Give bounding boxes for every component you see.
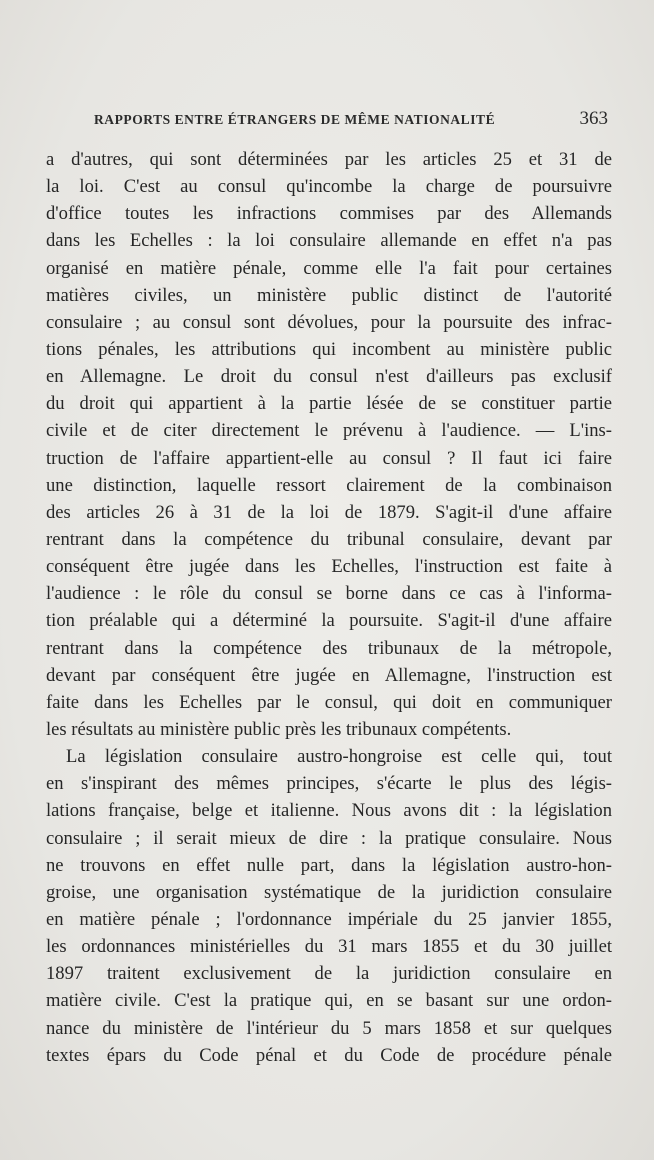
text-line: organisé en matière pénale, comme elle l'a fait pour certaines <box>46 257 612 279</box>
text-line: tions pénales, les attributions qui incombent au ministère public <box>46 338 612 360</box>
text-line: en Allemagne. Le droit du consul n'est d'ailleurs pas exclusif <box>46 366 612 388</box>
text-line: consulaire ; il serait mieux de dire : la pratique consulaire. Nous <box>46 827 612 849</box>
text-line: la loi. C'est au consul qu'incombe la charge de poursuivre <box>46 176 612 198</box>
text-line: civile et de citer directement le prévenu à l'audience. — L'ins- <box>46 420 612 442</box>
text-line: les résultats au ministère public près les tribunaux compétents. <box>46 718 512 740</box>
text-line: rentrant dans la compétence du tribunal consulaire, devant par <box>46 528 612 550</box>
text-line: les ordonnances ministérielles du 31 mars 1855 et du 30 juillet <box>46 936 612 958</box>
running-head <box>46 108 612 132</box>
page-number: 363 <box>579 108 608 129</box>
body-text <box>46 146 612 1069</box>
paragraph-2 <box>46 743 612 1069</box>
text-line: dans les Echelles : la loi consulaire allemande en effet n'a pas <box>46 230 612 252</box>
text-line: rentrant dans la compétence des tribunaux de la métropole, <box>46 637 612 659</box>
text-line: faite dans les Echelles par le consul, qui doit en communiquer <box>46 691 612 713</box>
text-line: l'audience : le rôle du consul se borne dans ce cas à l'informa- <box>46 583 612 605</box>
text-line: textes épars du Code pénal et du Code de procédure pénale <box>46 1044 612 1066</box>
text-line: en matière pénale ; l'ordonnance impériale du 25 janvier 1855, <box>46 908 612 930</box>
text-line: truction de l'affaire appartient-elle au consul ? Il faut ici faire <box>46 447 612 469</box>
text-line: conséquent être jugée dans les Echelles, l'instruction est faite à <box>46 556 612 578</box>
running-title: RAPPORTS ENTRE ÉTRANGERS DE MÊME NATIONALITÉ <box>94 112 496 127</box>
paragraph-1 <box>46 146 612 743</box>
text-line: matières civiles, un ministère public distinct de l'autorité <box>46 284 612 306</box>
text-line: consulaire ; au consul sont dévolues, pour la poursuite des infrac- <box>46 311 612 333</box>
text-line: La législation consulaire austro-hongroise est celle qui, tout <box>66 746 612 768</box>
text-line: devant par conséquent être jugée en Allemagne, l'instruction est <box>46 664 612 686</box>
text-line: 1897 traitent exclusivement de la juridiction consulaire en <box>46 963 612 985</box>
text-line: en s'inspirant des mêmes principes, s'écarte le plus des légis- <box>46 773 612 795</box>
text-line: ne trouvons en effet nulle part, dans la législation austro-hon- <box>46 854 612 876</box>
text-line: tion préalable qui a déterminé la poursuite. S'agit-il d'une affaire <box>46 610 612 632</box>
text-line: du droit qui appartient à la partie lésée de se constituer partie <box>46 393 612 415</box>
text-line: nance du ministère de l'intérieur du 5 mars 1858 et sur quelques <box>46 1017 612 1039</box>
text-line: matière civile. C'est la pratique qui, en se basant sur une ordon- <box>46 990 612 1012</box>
text-line: d'office toutes les infractions commises par des Allemands <box>46 203 612 225</box>
text-line: groise, une organisation systématique de la juridiction consulaire <box>46 881 612 903</box>
text-line: lations française, belge et italienne. Nous avons dit : la législation <box>46 800 612 822</box>
text-line: des articles 26 à 31 de la loi de 1879. S'agit-il d'une affaire <box>46 501 612 523</box>
text-line: une distinction, laquelle ressort clairement de la combinaison <box>46 474 612 496</box>
text-line: a d'autres, qui sont déterminées par les articles 25 et 31 de <box>46 149 612 170</box>
